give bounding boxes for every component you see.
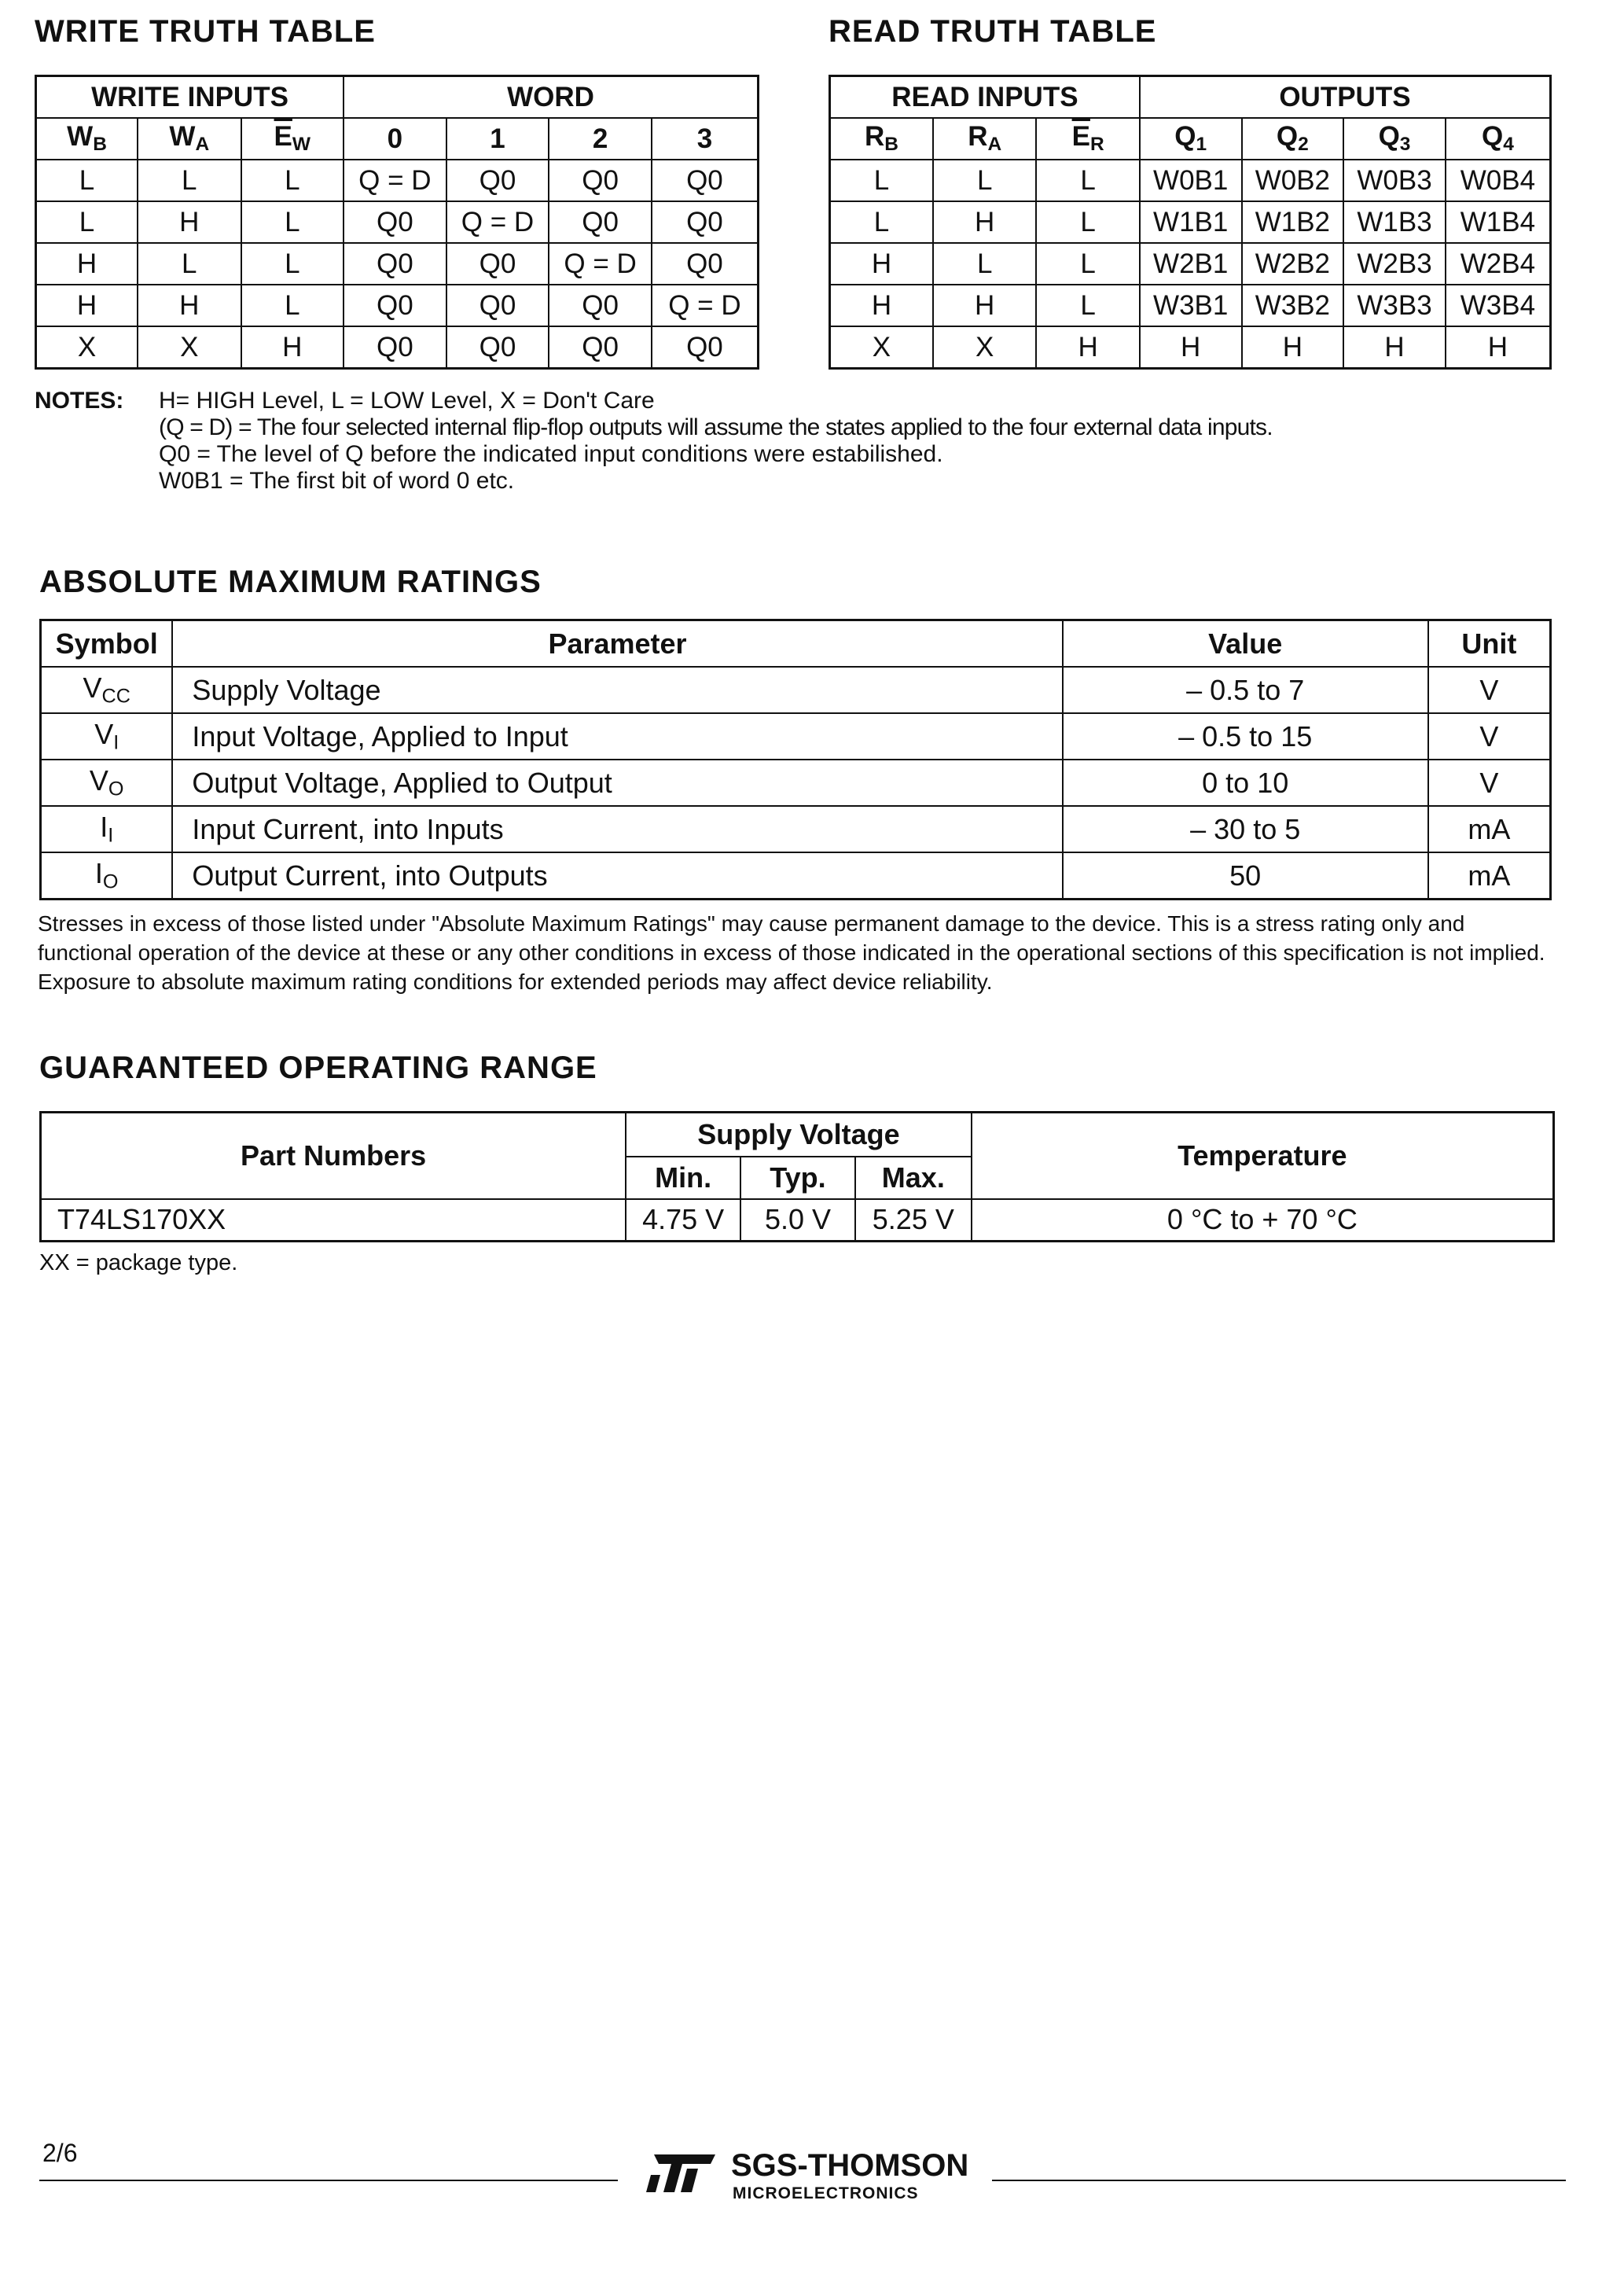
read-table-cell: W3B4	[1446, 285, 1551, 326]
value-cell: 0 to 10	[1063, 760, 1428, 806]
read-table-cell: H	[933, 285, 1036, 326]
write-table-row	[36, 326, 759, 369]
write-col-header: $W_B$	[36, 118, 138, 160]
parameter-header: Parameter	[172, 620, 1062, 668]
unit-cell: V	[1428, 667, 1551, 713]
write-table-row	[36, 285, 759, 326]
part-number-cell: T74LS170XX	[41, 1199, 626, 1242]
read-col-header: $Q_3$	[1343, 118, 1446, 160]
brand-subtitle: MICROELECTRONICS	[733, 2184, 919, 2202]
write-table-cell: Q0	[652, 243, 759, 285]
read-table-cell: W3B1	[1140, 285, 1242, 326]
write-truth-table	[35, 75, 759, 370]
absolute-max-row	[41, 852, 1551, 900]
write-table-cell: Q0	[549, 201, 652, 243]
write-table-cell: Q0	[652, 201, 759, 243]
stress-note: Stresses in excess of those listed under "Absolute Maximum Ratings" may cause permanent damage to the device. This is a stress rating only and functional operation of the device at these or any other conditions in excess of those indicated in the operational sections of this specification is not implied. Exposure to absolute maximum rating conditions for extended periods may affect device reliability.	[38, 911, 1545, 994]
word-group-header: WORD	[344, 76, 758, 119]
read-table-cell: H	[1140, 326, 1242, 369]
read-table-row	[830, 285, 1551, 326]
value-cell: 50	[1063, 852, 1428, 900]
read-col-header: $R_B$	[830, 118, 933, 160]
write-table-cell: X	[138, 326, 241, 369]
package-footnote: XX = package type.	[39, 1250, 238, 1275]
write-table-cell: Q0	[446, 285, 549, 326]
min-header: Min.	[626, 1157, 740, 1199]
parameter-cell: Output Current, into Outputs	[172, 852, 1062, 900]
read-col-header: $Q_4$	[1446, 118, 1551, 160]
supply-voltage-header: Supply Voltage	[626, 1113, 972, 1157]
write-col-header: 3	[652, 118, 759, 160]
symbol-cell: $V_{CC}$	[41, 667, 173, 713]
write-table-cell: Q0	[344, 243, 446, 285]
min-cell: 4.75 V	[626, 1199, 740, 1242]
parameter-cell: Input Current, into Inputs	[172, 806, 1062, 852]
symbol-cell: $V_I$	[41, 713, 173, 760]
operating-range-table	[39, 1111, 1555, 1242]
note-line: (Q = D) = The four selected internal flip-flop outputs will assume the states applied to the four external data inputs.	[159, 414, 1273, 440]
write-table-row	[36, 243, 759, 285]
read-table-cell: L	[933, 243, 1036, 285]
read-table-cell: X	[830, 326, 933, 369]
write-col-header: 2	[549, 118, 652, 160]
write-col-header: $\overline{E}_W$	[241, 118, 344, 160]
symbol-cell: $I_I$	[41, 806, 173, 852]
unit-cell: V	[1428, 713, 1551, 760]
write-table-cell: Q = D	[446, 201, 549, 243]
read-table-cell: L	[1036, 285, 1139, 326]
symbol-header: Symbol	[41, 620, 173, 668]
note-line: Q0 = The level of Q before the indicated input conditions were estabilished.	[159, 441, 943, 467]
read-table-cell: W1B3	[1343, 201, 1446, 243]
write-table-cell: H	[241, 326, 344, 369]
unit-header: Unit	[1428, 620, 1551, 668]
parameter-cell: Output Voltage, Applied to Output	[172, 760, 1062, 806]
read-col-header: $\overline{E}_R$	[1036, 118, 1139, 160]
temperature-header: Temperature	[972, 1113, 1554, 1199]
read-col-header: $R_A$	[933, 118, 1036, 160]
absolute-max-row	[41, 760, 1551, 806]
footer-rule-left	[39, 2180, 618, 2181]
write-table-row	[36, 160, 759, 201]
write-table-cell: Q = D	[344, 160, 446, 201]
operating-range-row	[41, 1199, 1554, 1242]
value-header: Value	[1063, 620, 1428, 668]
absolute-max-title: ABSOLUTE MAXIMUM RATINGS	[39, 565, 542, 599]
read-table-cell: W0B1	[1140, 160, 1242, 201]
st-logo-icon-svg	[643, 2151, 718, 2195]
read-col-header: $Q_2$	[1242, 118, 1344, 160]
write-table-cell: L	[138, 160, 241, 201]
read-table-cell: H	[830, 285, 933, 326]
write-table-cell: Q0	[446, 243, 549, 285]
write-table-cell: L	[241, 160, 344, 201]
max-header: Max.	[855, 1157, 972, 1199]
outputs-group-header: OUTPUTS	[1140, 76, 1551, 119]
read-table-row	[830, 326, 1551, 369]
read-table-cell: H	[1242, 326, 1344, 369]
read-table-body	[830, 160, 1551, 369]
write-col-header: 1	[446, 118, 549, 160]
absolute-max-row	[41, 806, 1551, 852]
unit-cell: V	[1428, 760, 1551, 806]
read-table-cell: W2B4	[1446, 243, 1551, 285]
note-line: W0B1 = The first bit of word 0 etc.	[159, 468, 515, 494]
read-table-cell: W0B2	[1242, 160, 1344, 201]
read-table-cell: L	[933, 160, 1036, 201]
write-table-cell: Q0	[344, 285, 446, 326]
read-truth-table	[829, 75, 1552, 370]
read-col-header-row	[830, 118, 1551, 160]
read-table-cell: H	[933, 201, 1036, 243]
max-cell: 5.25 V	[855, 1199, 972, 1242]
read-table-cell: L	[1036, 243, 1139, 285]
write-table-cell: Q0	[446, 160, 549, 201]
part-numbers-header: Part Numbers	[41, 1113, 626, 1199]
read-inputs-group-header: READ INPUTS	[830, 76, 1140, 119]
write-table-cell: Q0	[549, 285, 652, 326]
read-truth-table-title: READ TRUTH TABLE	[829, 14, 1157, 49]
page-number: 2/6	[42, 2139, 78, 2167]
st-logo-icon	[643, 2151, 718, 2195]
read-table-cell: L	[830, 160, 933, 201]
symbol-cell: $V_O$	[41, 760, 173, 806]
read-table-cell: X	[933, 326, 1036, 369]
write-table-cell: L	[36, 201, 138, 243]
write-table-cell: H	[36, 285, 138, 326]
read-table-cell: W3B2	[1242, 285, 1344, 326]
write-table-cell: L	[241, 201, 344, 243]
write-table-cell: Q0	[446, 326, 549, 369]
write-table-cell: H	[36, 243, 138, 285]
parameter-cell: Input Voltage, Applied to Input	[172, 713, 1062, 760]
write-table-cell: Q0	[652, 326, 759, 369]
write-table-cell: L	[241, 243, 344, 285]
read-table-cell: W0B4	[1446, 160, 1551, 201]
brand-name: SGS-THOMSON	[731, 2148, 969, 2183]
write-table-cell: Q0	[344, 201, 446, 243]
value-cell: – 0.5 to 7	[1063, 667, 1428, 713]
read-table-cell: W2B1	[1140, 243, 1242, 285]
write-table-cell: X	[36, 326, 138, 369]
absolute-max-row	[41, 713, 1551, 760]
read-table-cell: H	[830, 243, 933, 285]
typ-header: Typ.	[740, 1157, 855, 1199]
write-table-cell: L	[241, 285, 344, 326]
absolute-max-header-row	[41, 620, 1551, 668]
notes-label: NOTES:	[35, 388, 124, 414]
read-table-row	[830, 201, 1551, 243]
read-table-cell: W3B3	[1343, 285, 1446, 326]
read-table-row	[830, 160, 1551, 201]
temperature-cell: 0 °C to + 70 °C	[972, 1199, 1554, 1242]
read-table-cell: W1B2	[1242, 201, 1344, 243]
operating-range-title: GUARANTEED OPERATING RANGE	[39, 1050, 597, 1085]
read-table-cell: H	[1036, 326, 1139, 369]
read-table-row	[830, 243, 1551, 285]
write-table-cell: Q0	[652, 160, 759, 201]
absolute-max-row	[41, 667, 1551, 713]
write-truth-table-title: WRITE TRUTH TABLE	[35, 14, 376, 49]
parameter-cell: Supply Voltage	[172, 667, 1062, 713]
write-table-cell: Q0	[549, 326, 652, 369]
footer-rule-right	[992, 2180, 1566, 2181]
read-table-cell: W2B3	[1343, 243, 1446, 285]
write-table-cell: Q0	[549, 160, 652, 201]
write-table-row	[36, 201, 759, 243]
absolute-max-table	[39, 619, 1552, 900]
unit-cell: mA	[1428, 806, 1551, 852]
note-line: H= HIGH Level, L = LOW Level, X = Don't Care	[159, 388, 655, 414]
read-table-cell: L	[1036, 160, 1139, 201]
write-col-header-row	[36, 118, 759, 160]
symbol-cell: $I_O$	[41, 852, 173, 900]
write-inputs-group-header: WRITE INPUTS	[36, 76, 344, 119]
read-table-cell: L	[830, 201, 933, 243]
write-table-cell: Q = D	[652, 285, 759, 326]
write-table-body	[36, 160, 759, 369]
read-table-cell: W1B4	[1446, 201, 1551, 243]
unit-cell: mA	[1428, 852, 1551, 900]
read-table-cell: L	[1036, 201, 1139, 243]
write-table-cell: L	[138, 243, 241, 285]
typ-cell: 5.0 V	[740, 1199, 855, 1242]
write-col-header: $W_A$	[138, 118, 241, 160]
write-table-cell: L	[36, 160, 138, 201]
write-table-cell: H	[138, 285, 241, 326]
absolute-max-body	[41, 667, 1551, 900]
write-table-cell: Q = D	[549, 243, 652, 285]
write-col-header: 0	[344, 118, 446, 160]
read-col-header: $Q_1$	[1140, 118, 1242, 160]
read-table-cell: W1B1	[1140, 201, 1242, 243]
read-table-cell: W0B3	[1343, 160, 1446, 201]
value-cell: – 30 to 5	[1063, 806, 1428, 852]
write-table-cell: H	[138, 201, 241, 243]
value-cell: – 0.5 to 15	[1063, 713, 1428, 760]
write-table-cell: Q0	[344, 326, 446, 369]
read-table-cell: H	[1446, 326, 1551, 369]
read-table-cell: H	[1343, 326, 1446, 369]
read-table-cell: W2B2	[1242, 243, 1344, 285]
